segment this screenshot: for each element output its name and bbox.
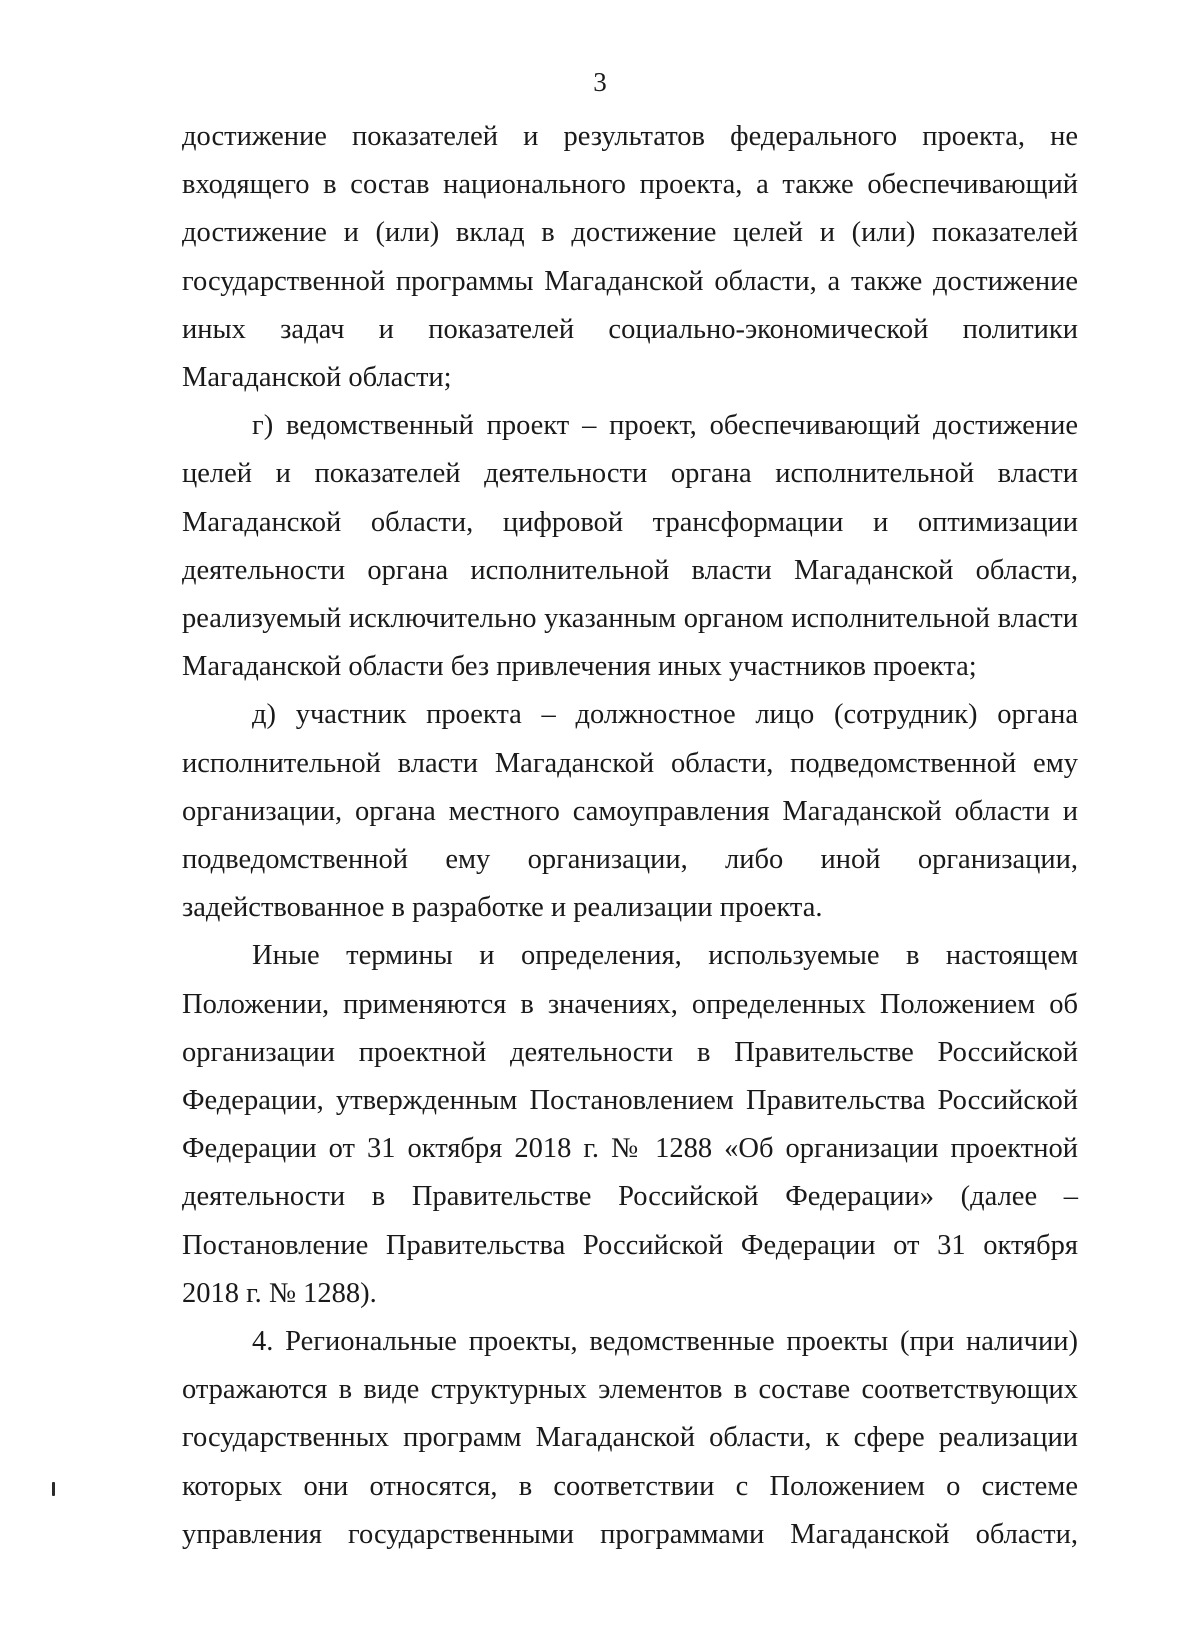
text-line: входящего в состав национального проекта, а также обеспечивающий xyxy=(182,169,1078,201)
paragraph-definition-continuation xyxy=(182,113,1078,402)
text-line: Магаданской области; xyxy=(182,362,452,394)
text-line: достижение показателей и результатов федерального проекта, не xyxy=(182,121,1078,152)
text-line: деятельности органа исполнительной власти Магаданской области, xyxy=(182,554,1078,586)
text-line: Постановление Правительства Российской Федерации от 31 октября xyxy=(182,1229,1078,1261)
text-line: реализуемый исключительно указанным органом исполнительной власти xyxy=(182,603,1078,635)
text-line: исполнительной власти Магаданской области, подведомственной ему xyxy=(182,747,1078,779)
paragraph-departmental-project xyxy=(182,402,1078,691)
text-line: д) участник проекта – должностное лицо (сотрудник) органа xyxy=(252,699,1078,731)
text-line: целей и показателей деятельности органа исполнительной власти xyxy=(182,458,1078,490)
page-number: 3 xyxy=(593,67,607,97)
text-line: г) ведомственный проект – проект, обеспечивающий достижение xyxy=(252,410,1078,442)
text-line: Федерации, утвержденным Постановлением Правительства Российской xyxy=(182,1085,1078,1117)
text-line: государственных программ Магаданской области, к сфере реализации xyxy=(182,1422,1078,1454)
text-line: Магаданской области, цифровой трансформации и оптимизации xyxy=(182,506,1078,538)
paragraph-other-terms xyxy=(182,932,1078,1318)
paragraph-section-4 xyxy=(182,1318,1078,1559)
text-line: 4. Региональные проекты, ведомственные проекты (при наличии) xyxy=(252,1326,1078,1358)
text-line: иных задач и показателей социально-экономической политики xyxy=(182,313,1078,345)
text-line: подведомственной ему организации, либо иной организации, xyxy=(182,844,1078,876)
text-line: деятельности в Правительстве Российской Федерации» (далее – xyxy=(182,1181,1078,1213)
margin-mark xyxy=(52,1482,55,1496)
text-line: задействованное в разработке и реализации проекта. xyxy=(182,892,823,924)
text-line: достижение и (или) вклад в достижение целей и (или) показателей xyxy=(182,217,1078,249)
text-line: Федерации от 31 октября 2018 г. № 1288 «Об организации проектной xyxy=(182,1133,1078,1165)
text-line: организации проектной деятельности в Правительстве Российской xyxy=(182,1036,1078,1068)
text-line: Магаданской области без привлечения иных участников проекта; xyxy=(182,651,977,683)
text-line: 2018 г. № 1288). xyxy=(182,1277,377,1309)
paragraph-project-participant xyxy=(182,691,1078,932)
text-line: управления государственными программами Магаданской области, xyxy=(182,1518,1078,1550)
text-line: Иные термины и определения, используемые в настоящем xyxy=(252,940,1078,972)
text-line: которых они относятся, в соответствии с Положением о системе xyxy=(182,1470,1078,1502)
text-line: организации, органа местного самоуправления Магаданской области и xyxy=(182,795,1078,827)
text-line: Положении, применяются в значениях, определенных Положением об xyxy=(182,988,1078,1020)
document-body xyxy=(182,113,1078,1559)
text-line: отражаются в виде структурных элементов в составе соответствующих xyxy=(182,1374,1078,1406)
text-line: государственной программы Магаданской области, а также достижение xyxy=(182,265,1078,297)
